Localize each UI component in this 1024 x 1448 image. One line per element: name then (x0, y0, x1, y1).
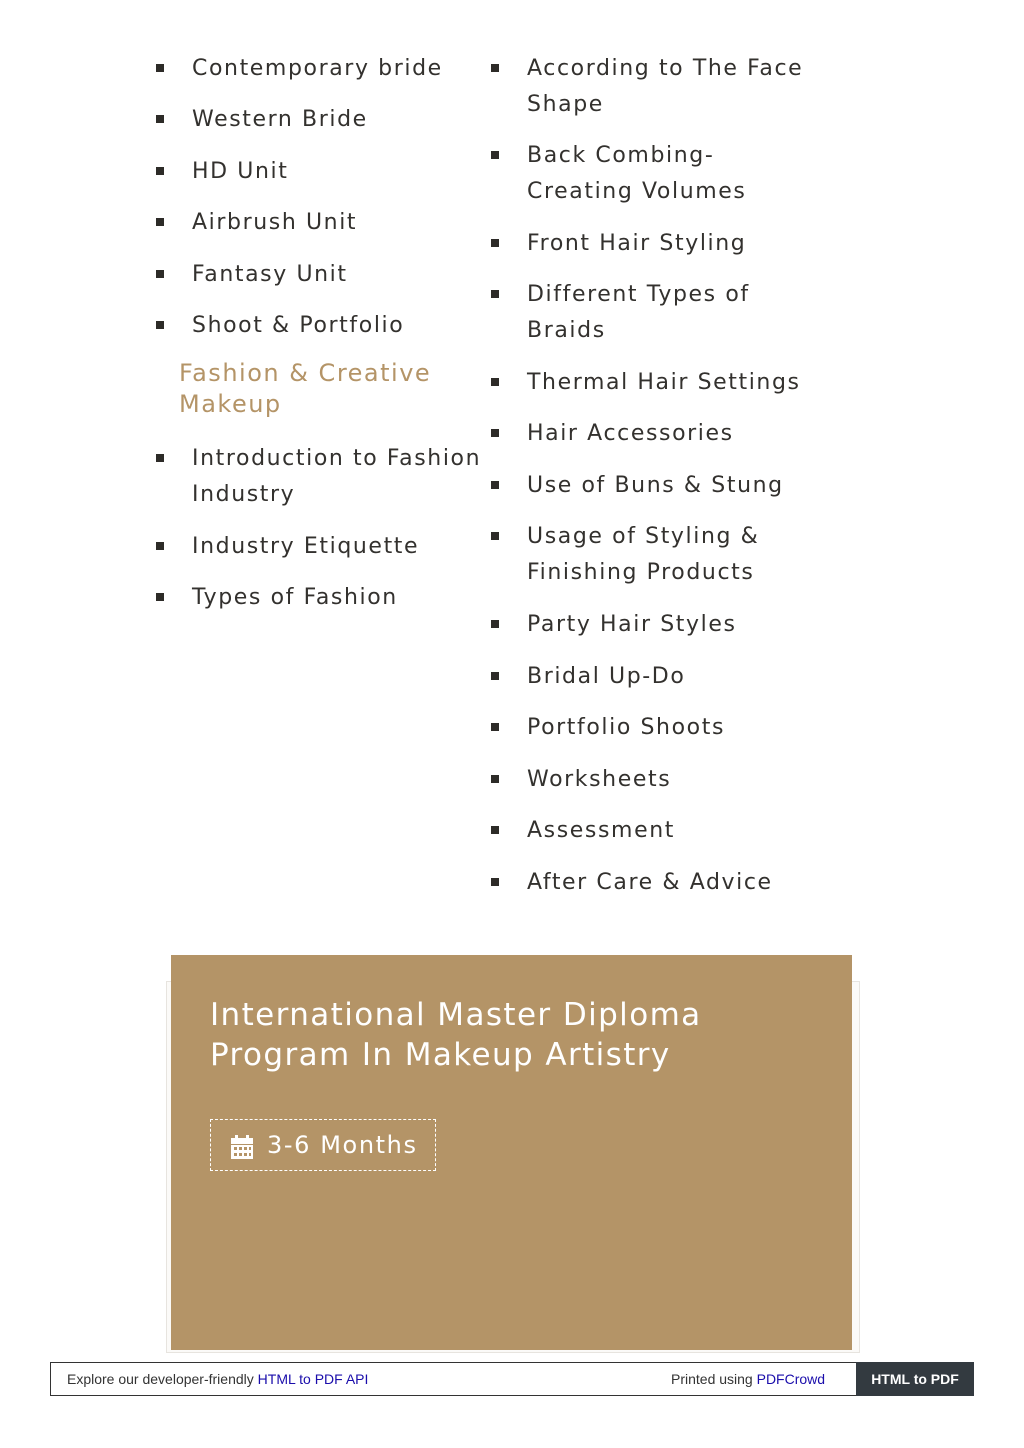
list-item-label: Western Bride (192, 107, 368, 132)
list-item (192, 154, 462, 190)
list-item-label: Fantasy Unit (192, 262, 348, 287)
square-bullet-icon (156, 321, 164, 329)
list-item (527, 51, 817, 123)
list-item (192, 529, 462, 565)
list-item-label: Industry Etiquette (192, 534, 420, 559)
list-item-label: Portfolio Shoots (527, 715, 726, 740)
square-bullet-icon (491, 378, 499, 386)
list-item (192, 441, 482, 513)
square-bullet-icon (156, 167, 164, 175)
html-to-pdf-button[interactable]: HTML to PDF (856, 1362, 974, 1396)
list-item (192, 257, 462, 293)
list-item (192, 102, 462, 138)
duration-badge (210, 1119, 436, 1171)
footer-explore-text: Explore our developer-friendly (67, 1371, 254, 1387)
footer-explore (67, 1371, 368, 1387)
square-bullet-icon (491, 672, 499, 680)
list-item (527, 607, 817, 643)
list-item-label: Worksheets (527, 767, 672, 792)
list-item (527, 277, 787, 349)
list-item-label: Assessment (527, 818, 675, 843)
list-item-label: Airbrush Unit (192, 210, 358, 235)
square-bullet-icon (491, 290, 499, 298)
square-bullet-icon (491, 826, 499, 834)
square-bullet-icon (491, 775, 499, 783)
square-bullet-icon (156, 542, 164, 550)
list-item (527, 710, 817, 746)
list-item-label: Back Combing-Creating Volumes (527, 143, 747, 204)
square-bullet-icon (491, 878, 499, 886)
square-bullet-icon (156, 593, 164, 601)
list-item (527, 468, 817, 504)
list-item-label: Use of Buns & Stung (527, 473, 784, 498)
square-bullet-icon (156, 270, 164, 278)
square-bullet-icon (491, 481, 499, 489)
list-item (527, 659, 817, 695)
square-bullet-icon (491, 151, 499, 159)
list-item (527, 365, 817, 401)
list-item (192, 205, 462, 241)
html-to-pdf-api-link[interactable]: HTML to PDF API (257, 1371, 369, 1387)
square-bullet-icon (156, 454, 164, 462)
square-bullet-icon (156, 218, 164, 226)
list-item (527, 138, 767, 210)
list-item-label: According to The Face Shape (527, 56, 804, 117)
list-item-label: Introduction to Fashion Industry (192, 446, 482, 507)
list-item-label: Types of Fashion (192, 585, 398, 610)
square-bullet-icon (491, 620, 499, 628)
list-item (527, 519, 787, 591)
list-item-label: Hair Accessories (527, 421, 734, 446)
list-item (527, 865, 817, 901)
square-bullet-icon (491, 532, 499, 540)
section-heading: Fashion & Creative Makeup (179, 359, 432, 418)
pdf-footer-banner (50, 1362, 974, 1396)
footer-printed (671, 1371, 825, 1387)
program-title[interactable]: International Master Diploma Program In Makeup Artistry (210, 997, 702, 1073)
list-item (527, 813, 817, 849)
footer-printed-text: Printed using (671, 1371, 753, 1387)
list-item (527, 762, 817, 798)
list-item-label: Party Hair Styles (527, 612, 737, 637)
list-item-label: Thermal Hair Settings (527, 370, 801, 395)
list-item-label: Contemporary bride (192, 56, 443, 81)
list-item-label: Usage of Styling & Finishing Products (527, 524, 760, 585)
square-bullet-icon (491, 723, 499, 731)
square-bullet-icon (156, 115, 164, 123)
list-item-label: Bridal Up-Do (527, 664, 686, 689)
program-card[interactable] (171, 955, 852, 1350)
list-item-label: HD Unit (192, 159, 289, 184)
square-bullet-icon (491, 64, 499, 72)
square-bullet-icon (156, 64, 164, 72)
list-item (527, 226, 817, 262)
list-item-label: Front Hair Styling (527, 231, 747, 256)
list-item (192, 308, 462, 344)
calendar-icon (231, 1135, 253, 1159)
duration-label: 3-6 Months (267, 1131, 418, 1159)
square-bullet-icon (491, 429, 499, 437)
pdfcrowd-link[interactable]: PDFCrowd (756, 1371, 826, 1387)
list-item-label: Different Types of Braids (527, 282, 750, 343)
list-item-label: Shoot & Portfolio (192, 313, 405, 338)
list-item (192, 51, 462, 87)
list-item-label: After Care & Advice (527, 870, 773, 895)
list-item (192, 580, 462, 616)
list-item (527, 416, 817, 452)
square-bullet-icon (491, 239, 499, 247)
